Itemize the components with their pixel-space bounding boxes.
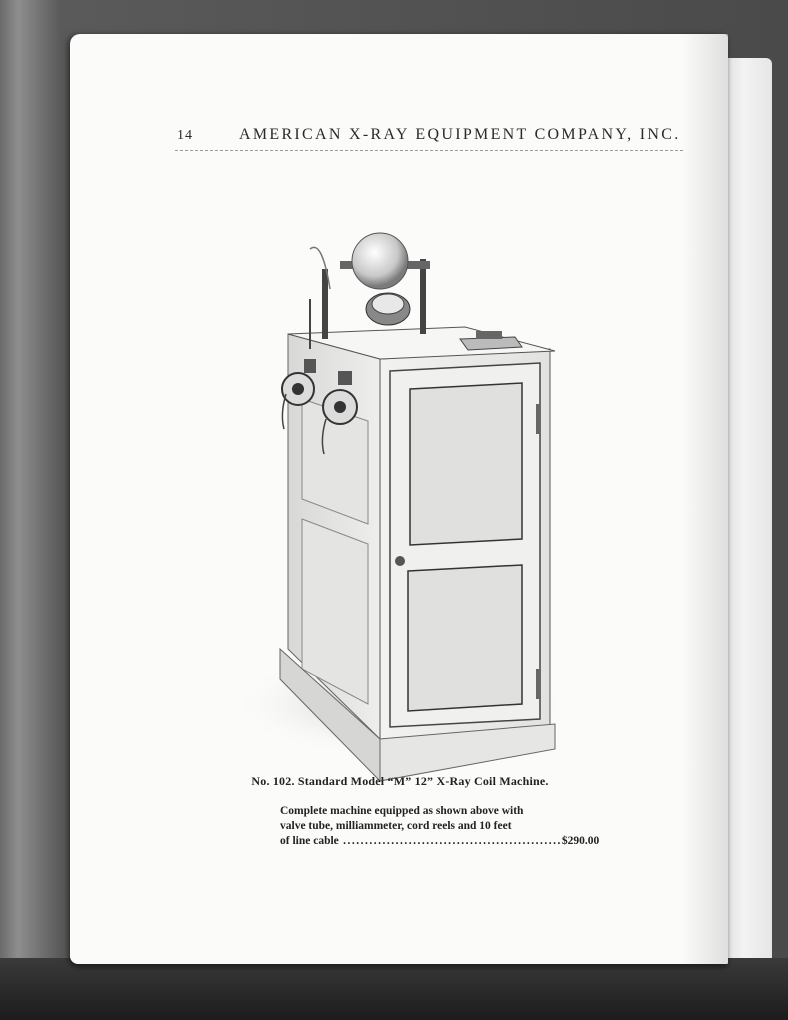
cord-reel-left-hub [292, 383, 304, 395]
tube-stand-left [322, 269, 328, 339]
reel-bracket-left [304, 359, 316, 373]
door-hinge-top [536, 404, 540, 434]
reel-bracket-right [338, 371, 352, 385]
figure-caption: No. 102. Standard Model “M” 12” X-Ray Coil Machine. [251, 774, 549, 788]
switch [476, 331, 502, 339]
price-line [280, 834, 600, 849]
door-panel-upper [410, 383, 522, 545]
cord-reel-right-hub [334, 401, 346, 413]
x-ray-coil-machine-illustration [250, 199, 570, 759]
milliammeter-dial [372, 294, 404, 314]
description-last-line: of line cable [280, 835, 339, 847]
page-number: 14 [177, 128, 193, 143]
book-page [70, 34, 728, 964]
running-head: AMERICAN X-RAY EQUIPMENT COMPANY, INC. [239, 126, 681, 143]
door-knob [395, 556, 405, 566]
figure-description [280, 804, 600, 849]
door-hinge-bottom [536, 669, 540, 699]
valve-tube [352, 233, 408, 289]
description-line: valve tube, milliammeter, cord reels and 10 feet [280, 820, 512, 832]
tube-stand-right [420, 259, 426, 334]
price: $290.00 [561, 835, 600, 847]
page-header [177, 126, 687, 150]
description-line: Complete machine equipped as shown above with [280, 805, 524, 817]
header-rule [175, 150, 683, 151]
door-panel-lower [408, 565, 522, 711]
page-fold-shadow [682, 34, 728, 964]
scanner-bottom-shadow [0, 958, 788, 1020]
leader-dots: .................................................. [338, 835, 562, 847]
